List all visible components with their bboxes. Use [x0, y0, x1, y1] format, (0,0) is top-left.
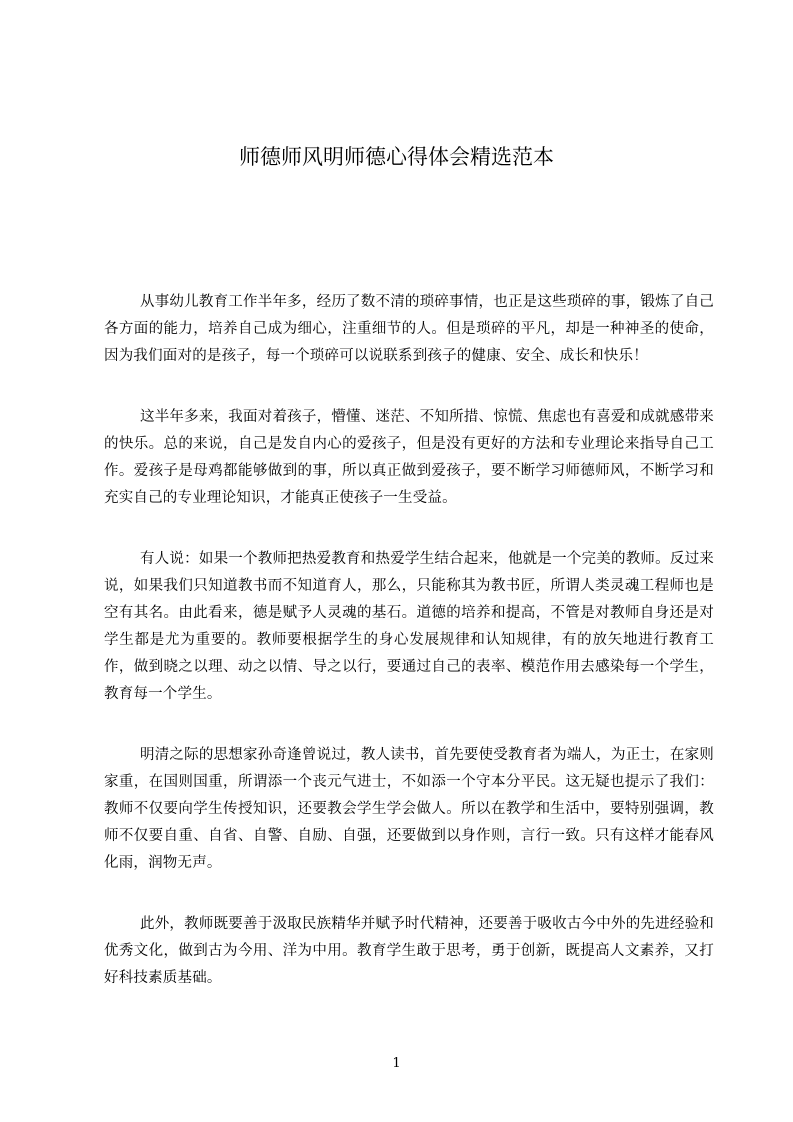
- paragraph-2: 这半年多来，我面对着孩子，懵懂、迷茫、不知所措、惊慌、焦虑也有喜爱和成就感带来的快乐。总的来说，自己是发自内心的爱孩子，但是没有更好的方法和专业理论来指导自己工作。爱孩子是母鸡都能够做到的事，所以真正做到爱孩子，要不断学习师德师风，不断学习和充实自己的专业理论知识，才能真正使孩子一生受益。: [104, 409, 714, 506]
- paragraph-1: 从事幼儿教育工作半年多，经历了数不清的琐碎事情，也正是这些琐碎的事，锻炼了自己各方面的能力，培养自己成为细心，注重细节的人。但是琐碎的平凡，却是一种神圣的使命，因为我们面对的是孩子，每一个琐碎可以说联系到孩子的健康、安全、成长和快乐！: [104, 294, 714, 364]
- document-body: [104, 289, 714, 1026]
- paragraph-3: 有人说：如果一个教师把热爱教育和热爱学生结合起来，他就是一个完美的教师。反过来说，如果我们只知道教书而不知道育人，那么，只能称其为教书匠，所谓人类灵魂工程师也是空有其名。由此看来，德是赋予人灵魂的基石。道德的培养和提高，不管是对教师自身还是对学生都是尤为重要的。教师要根据学生的身心发展规律和认知规律，有的放矢地进行教育工作，做到晓之以理、动之以情、导之以行，要通过自己的表率、模范作用去感染每一个学生，教育每一个学生。: [104, 551, 714, 702]
- page-number: 1: [392, 1056, 401, 1071]
- paragraph-5: 此外，教师既要善于汲取民族精华并赋予时代精神，还要善于吸收古今中外的先进经验和优秀文化，做到古为今用、洋为中用。教育学生敢于思考，勇于创新，既提高人文素养，又打好科技素质基础。: [104, 916, 714, 986]
- paragraph-4: 明清之际的思想家孙奇逢曾说过，教人读书，首先要使受教育者为端人，为正士，在家则家重，在国则国重，所谓添一个丧元气进士，不如添一个守本分平民。这无疑也提示了我们：教师不仅要向学生传授知识，还要教会学生学会做人。所以在教学和生活中，要特别强调，教师不仅要自重、自省、自警、自励、自强，还要做到以身作则，言行一致。只有这样才能春风化雨，润物无声。: [104, 747, 714, 871]
- page-title: 师德师风明师德心得体会精选范本: [239, 145, 554, 169]
